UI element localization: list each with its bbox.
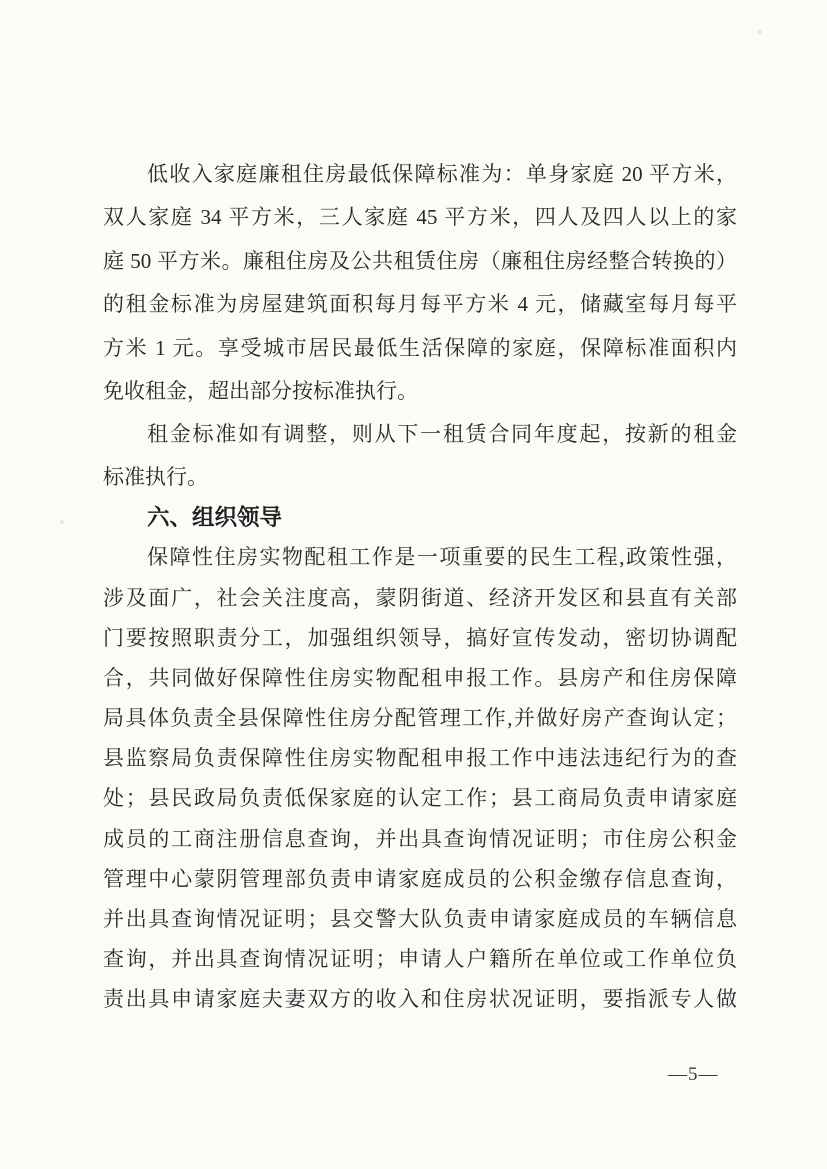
text-line: 并出具查询情况证明；县交警大队负责申请家庭成员的车辆信息: [103, 907, 737, 932]
text-line: 处；县民政局负责低保家庭的认定工作；县工商局负责申请家庭: [103, 786, 737, 811]
text-line: 责出具申请家庭夫妻双方的收入和住房状况证明，要指派专人做: [103, 987, 737, 1012]
text-line: 免收租金，超出部分按标准执行。: [103, 378, 418, 403]
heading-text: 六、组织领导: [147, 505, 283, 531]
section-heading: [103, 499, 737, 537]
text-line: 门要按照职责分工，加强组织领导，搞好宣传发动，密切协调配: [103, 625, 737, 650]
text-line: 双人家庭 34 平方米，三人家庭 45 平方米，四人及四人以上的家: [103, 205, 737, 230]
text-line: 租金标准如有调整，则从下一租赁合同年度起，按新的租金: [147, 422, 737, 447]
text-line: 标准执行。: [103, 465, 208, 490]
text-line: 庭 50 平方米。廉租住房及公共租赁住房（廉租住房经整合转换的）: [103, 248, 737, 273]
text-line: 查询，并出具查询情况证明；申请人户籍所在单位或工作单位负: [103, 947, 737, 972]
scan-speckle: [60, 520, 64, 524]
text-line: 局具体负责全县保障性住房分配管理工作,并做好房产查询认定；: [103, 706, 737, 731]
document-body: [103, 153, 737, 1020]
paragraph: [103, 537, 737, 1019]
page-number: —5—: [668, 1064, 719, 1085]
text-line: 管理中心蒙阴管理部负责申请家庭成员的公积金缴存信息查询，: [103, 866, 737, 891]
text-line: 保障性住房实物配租工作是一项重要的民生工程,政策性强，: [147, 545, 737, 570]
text-line: 方米 1 元。享受城市居民最低生活保障的家庭，保障标准面积内: [103, 335, 737, 360]
paragraph: [103, 153, 737, 413]
text-line: 合，共同做好保障性住房实物配租申报工作。县房产和住房保障: [103, 665, 737, 690]
scan-speckle: [757, 30, 762, 34]
text-line: 的租金标准为房屋建筑面积每月每平方米 4 元，储藏室每月每平: [103, 292, 737, 317]
paragraph: [103, 413, 737, 499]
text-line: 低收入家庭廉租住房最低保障标准为：单身家庭 20 平方米，: [147, 162, 737, 186]
text-line: 成员的工商注册信息查询，并出具查询情况证明；市住房公积金: [103, 826, 737, 851]
text-line: 县监察局负责保障性住房实物配租申报工作中违法违纪行为的查: [103, 746, 737, 771]
text-line: 涉及面广，社会关注度高，蒙阴街道、经济开发区和县直有关部: [103, 585, 737, 610]
